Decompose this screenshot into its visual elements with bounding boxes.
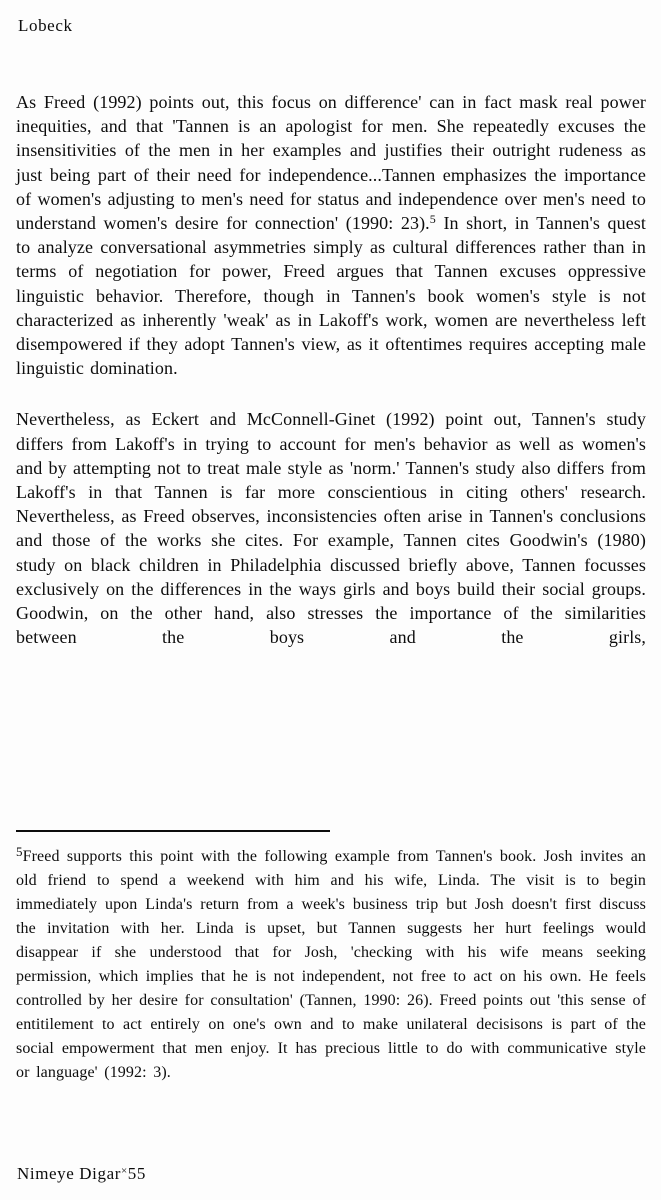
footnote-marker: 5 bbox=[16, 844, 23, 859]
page-footer bbox=[17, 1164, 146, 1184]
footnote-reference-5: 5 bbox=[429, 212, 436, 227]
paragraph-1-text-before-ref: As Freed (1992) points out, this focus on difference' can in fact mask real power inequities, and that 'Tannen is an apologist for men. She repeatedly excuses the insensitivities of the men in her examples and justifies their outright rudeness as just being part of their need for independence...Tannen emphasizes the importance of women's adjusting to men's need for status and independence over men's need to understand women's desire for connection' (1990: 23). bbox=[16, 92, 646, 234]
footer-page-number: 55 bbox=[127, 1164, 146, 1183]
footnote-text: Freed supports this point with the following example from Tannen's book. Josh invites an old friend to spend a weekend with him and his wife, Linda. The visit is to begin immediately upon Linda's return from a week's business trip but Josh doesn't first discuss the invitation with her. Linda is upset, but Tannen suggests her hurt feelings would disappear if she understood that for Josh, 'checking with his wife means seeking permission, which implies that he is not independent, not free to act on his own. He feels controlled by her desire for consultation' (Tannen, 1990: 26). Freed points out 'this sense of entitilement to act entirely on one's own and to make unilateral decisisons is part of the social empowerment that men enjoy. It has precious little to do with communicative style or language' (1992: 3). bbox=[16, 848, 646, 1081]
body-paragraph-2: Nevertheless, as Eckert and McConnell-Ginet (1992) point out, Tannen's study differs from Lakoff's in trying to account for men's behavior as well as women's and by attempting not to treat male style as 'norm.' Tannen's study also differs from Lakoff's in that Tannen is far more conscientious in citing others' research. Nevertheless, as Freed observes, inconsistencies often arise in Tannen's conclusions and those of the works she cites. For example, Tannen cites Goodwin's (1980) study on black children in Philadelphia discussed briefly above, Tannen focusses exclusively on the differences in the ways girls and boys build their social groups. Goodwin, on the other hand, also stresses the importance of the similarities between the boys and the girls, bbox=[16, 409, 646, 648]
footnote-5 bbox=[16, 845, 646, 1085]
paragraph-1-text-after-ref: In short, in Tannen's quest to analyze conversational asymmetries simply as cultural differences rather than in terms of negotiation for power, Freed argues that Tannen excuses oppressive linguistic behavior. Therefore, though in Tannen's book women's style is not characterized as inherently 'weak' as in Lakoff's work, women are nevertheless left disempowered if they adopt Tannen's view, as it oftentimes requires accepting male linguistic domination. bbox=[16, 213, 647, 379]
body-text-block bbox=[16, 90, 646, 649]
footnote-separator-rule bbox=[16, 830, 330, 832]
page-header-author: Lobeck bbox=[18, 16, 73, 35]
footer-mark: × bbox=[120, 1165, 128, 1177]
footnote-area bbox=[16, 830, 646, 1085]
body-paragraph-1 bbox=[16, 90, 646, 380]
footer-journal-title: Nimeye Digar bbox=[17, 1164, 121, 1183]
